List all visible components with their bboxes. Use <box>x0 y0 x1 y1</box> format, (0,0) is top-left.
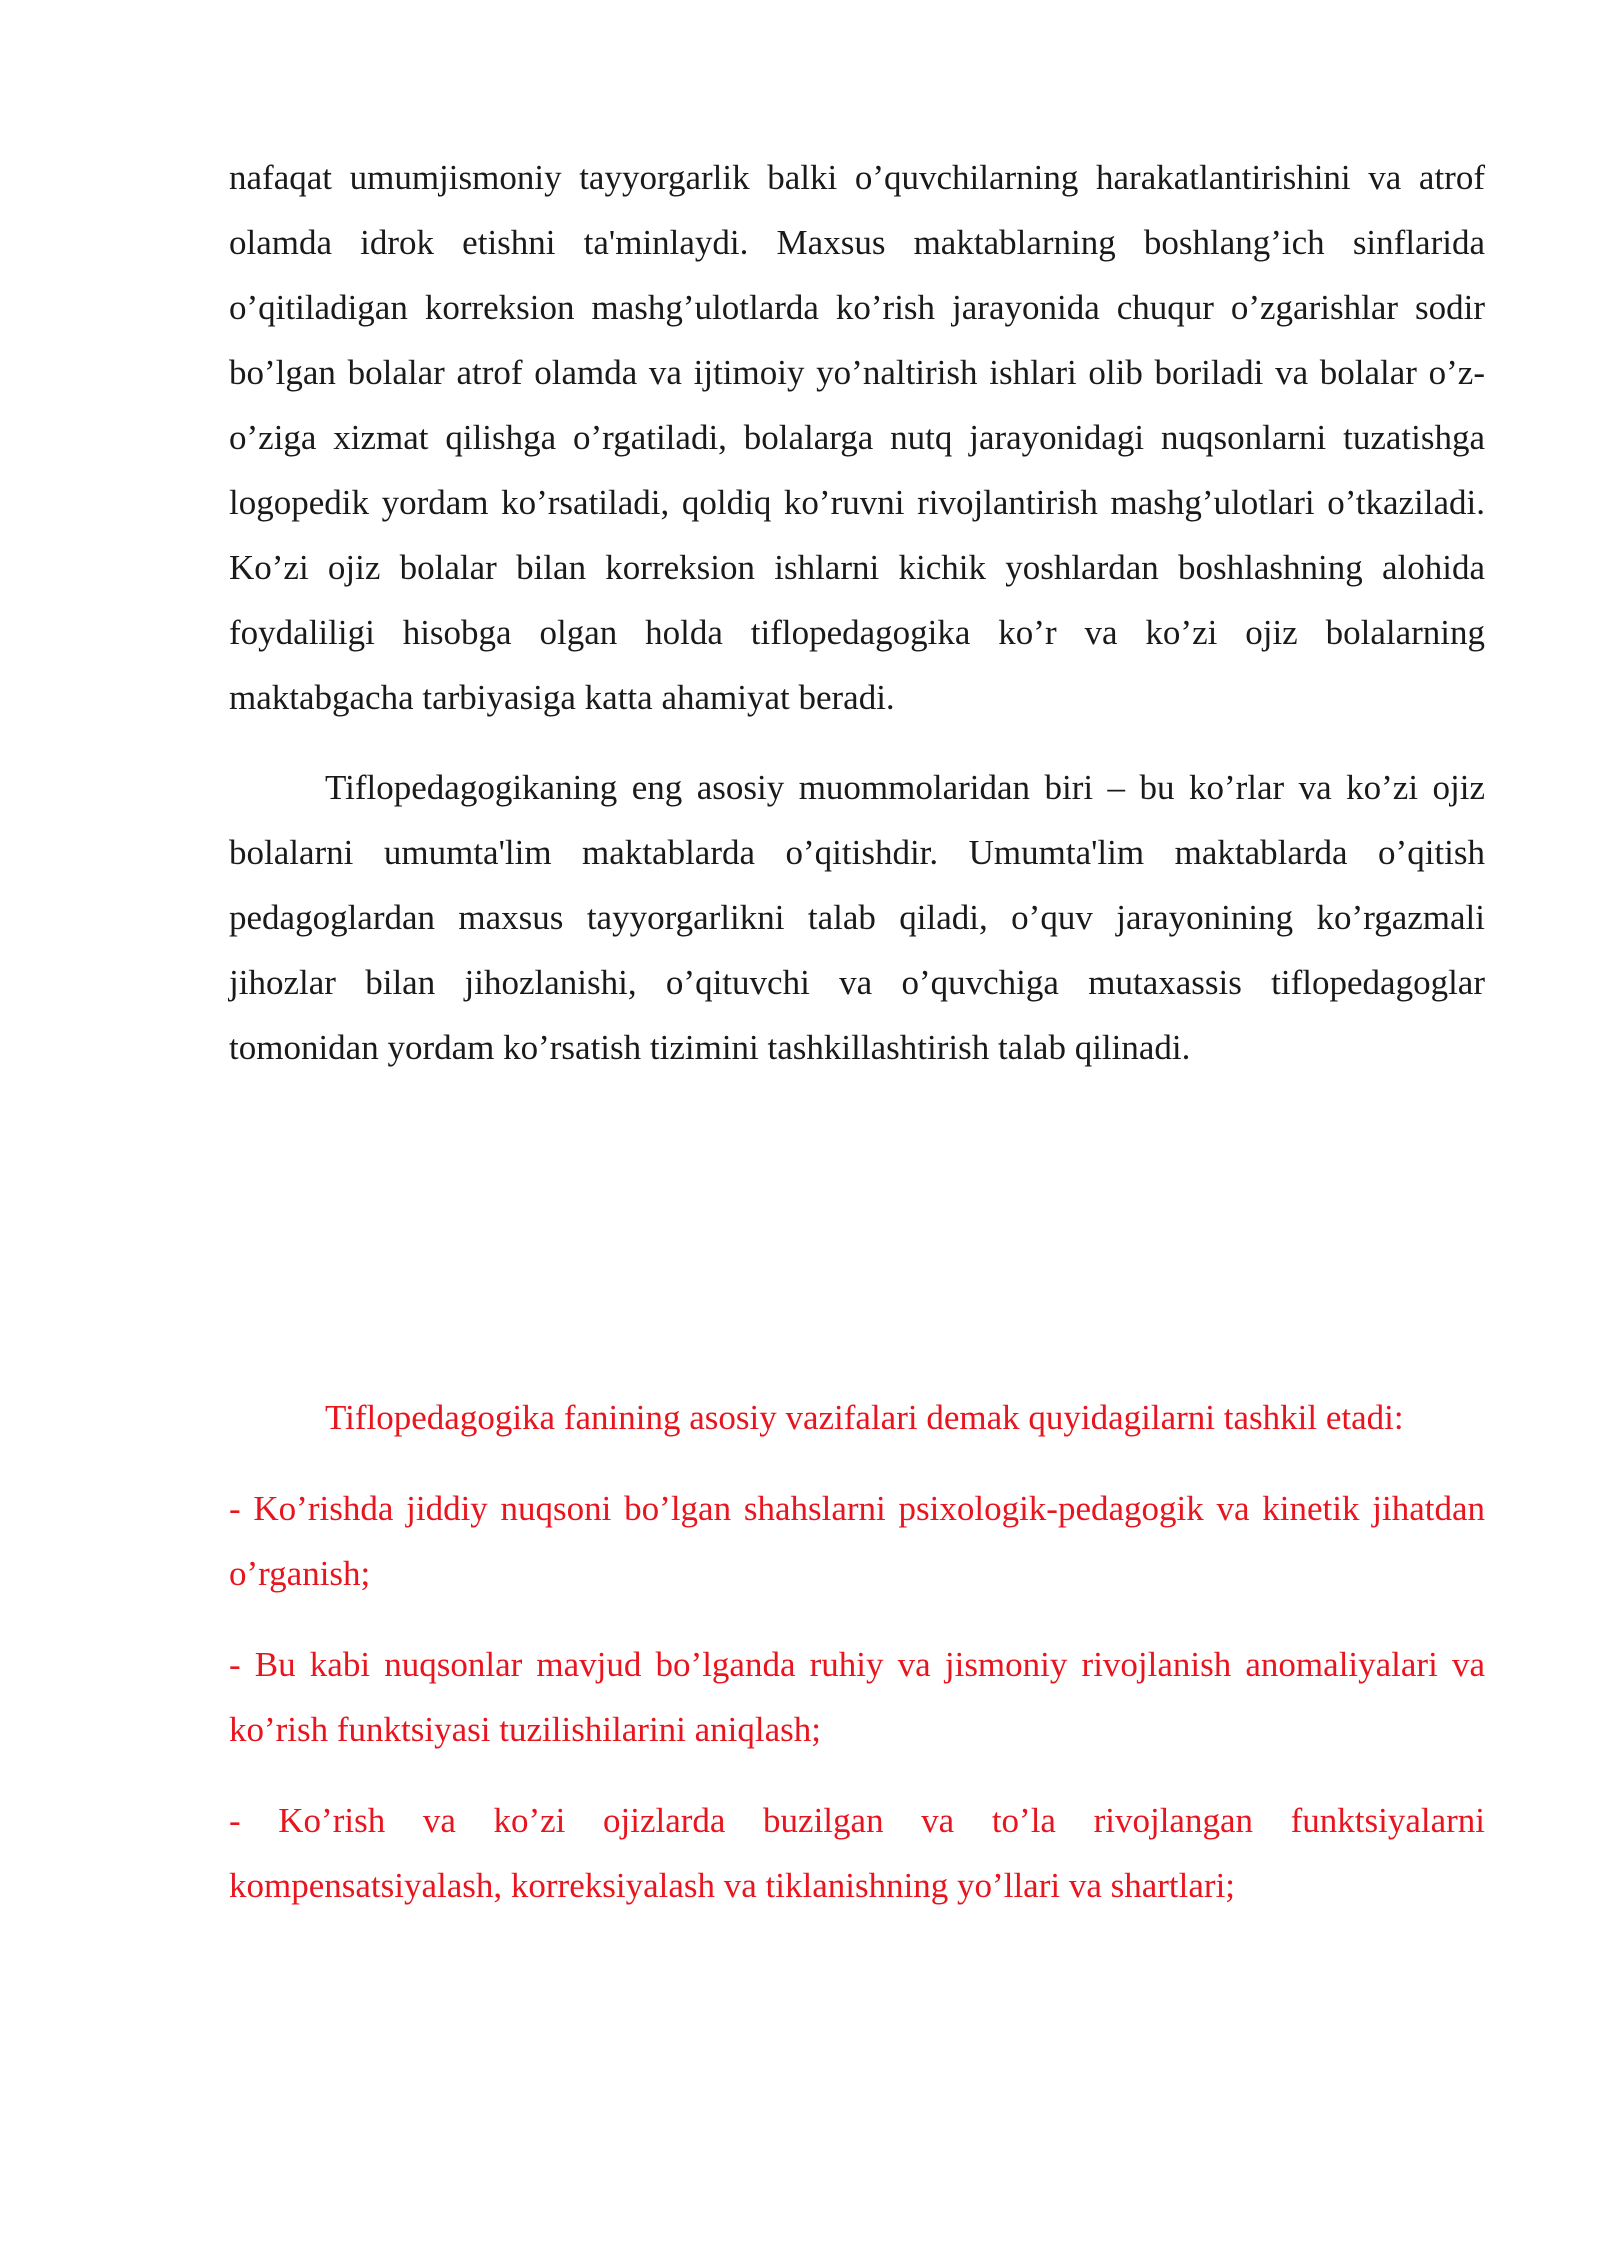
tasks-heading: Tiflopedagogika fanining asosiy vazifalari demak quyidagilarni tashkil etadi: <box>325 1398 1404 1437</box>
body-paragraph: nafaqat umumjismoniy tayyorgarlik balki o’quvchilarning harakatlantirishini va atrof olamda idrok etishni ta'minlaydi. Maxsus maktablarning boshlang’ich sinflarida o’qitiladigan korreksion mashg’ulotlarda ko’rish jarayonida chuqur o’zgarishlar sodir bo’lgan bolalar atrof olamda va ijtimoiy yo’naltirish ishlari olib boriladi va bolalar o’z-o’ziga xizmat qilishga o’rgatiladi, bolalarga nutq jarayonidagi nuqsonlarni tuzatishga logopedik yordam ko’rsatiladi, qoldiq ko’ruvni rivojlantirish mashg’ulotlari o’tkaziladi. Ko’zi ojiz bolalar bilan korreksion ishlarni kichik yoshlardan boshlashning alohida foydaliligi hisobga olgan holda tiflopedagogika ko’r va ko’zi ojiz bolalarning maktabgacha tarbiyasiga katta ahamiyat beradi. <box>229 158 1485 717</box>
body-paragraph: Tiflopedagogikaning eng asosiy muommolaridan biri – bu ko’rlar va ko’zi ojiz bolalarni umumta'lim maktablarda o’qitishdir. Umumta'lim maktablarda o’qitish pedagoglardan maxsus tayyorgarlikni talab qiladi, o’quv jarayonining ko’rgazmali jihozlar bilan jihozlanishi, o’qituvchi va o’quvchiga mutaxassis tiflopedagoglar tomonidan yordam ko’rsatish tizimini tashkillashtirish talab qilinadi. <box>229 768 1485 1067</box>
task-item: - Ko’rish va ko’zi ojizlarda buzilgan va to’la rivojlangan funktsiyalarni kompensatsiyalash, korreksiyalash va tiklanishning yo’llari va shartlari; <box>229 1801 1485 1905</box>
task-item: - Ko’rishda jiddiy nuqsoni bo’lgan shahslarni psixologik-pedagogik va kinetik jihatdan o’rganish; <box>229 1489 1485 1593</box>
task-item: - Bu kabi nuqsonlar mavjud bo’lganda ruhiy va jismoniy rivojlanish anomaliyalari va ko’rish funktsiyasi tuzilishilarini aniqlash; <box>229 1645 1485 1749</box>
document-body <box>229 145 1485 1944</box>
